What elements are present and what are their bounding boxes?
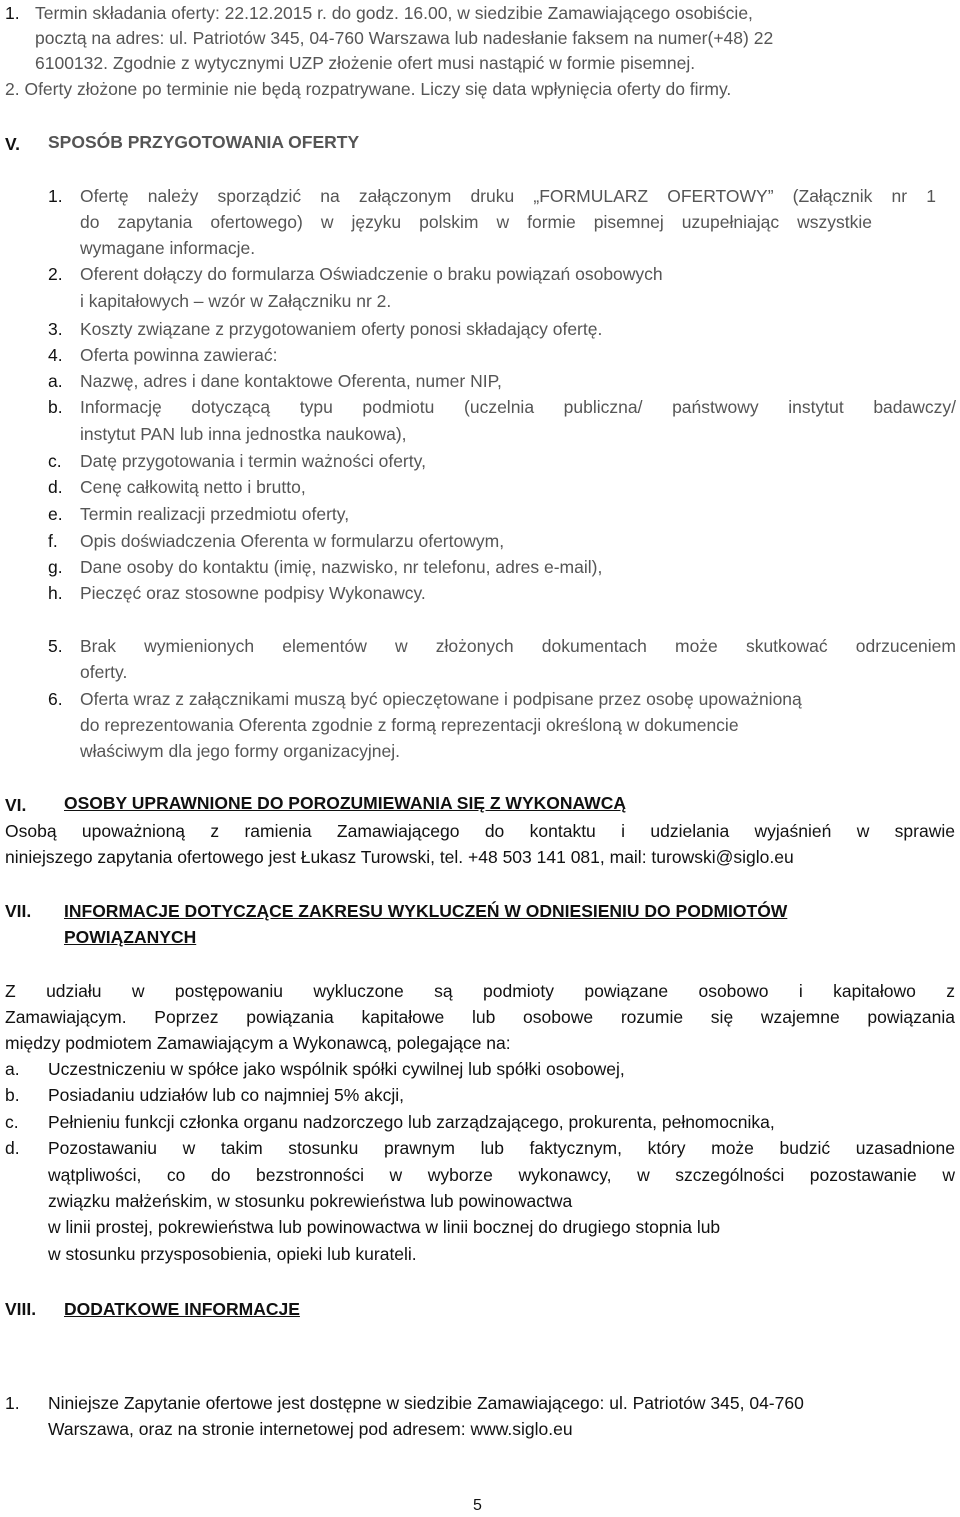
- list-number: 1.: [5, 1393, 20, 1413]
- list-item-line: Warszawa, oraz na stronie internetowej pod adresem: www.siglo.eu: [48, 1419, 573, 1439]
- list-item-line: i kapitałowych – wzór w Załączniku nr 2.: [80, 291, 392, 311]
- list-letter: c.: [48, 451, 62, 471]
- list-number: 3.: [48, 319, 63, 339]
- list-item-line: Pozostawaniu w takim stosunku prawnym lub faktycznym, który może budzić uzasadnione: [48, 1138, 955, 1158]
- list-item-line: Termin realizacji przedmiotu oferty,: [80, 504, 350, 524]
- paragraph-line: Osobą upoważnioną z ramienia Zamawiającego do kontaktu i udzielania wyjaśnień w sprawie: [5, 821, 955, 841]
- list-letter: b.: [5, 1085, 20, 1105]
- paragraph-line: niniejszego zapytania ofertowego jest Łukasz Turowski, tel. +48 503 141 081, mail: turowski@siglo.eu: [5, 847, 794, 867]
- list-item-line: Cenę całkowitą netto i brutto,: [80, 477, 306, 497]
- list-letter: d.: [48, 477, 63, 497]
- list-letter: g.: [48, 557, 63, 577]
- section-title: OSOBY UPRAWNIONE DO POROZUMIEWANIA SIĘ Z WYKONAWCĄ: [64, 793, 626, 813]
- list-number: 1.: [5, 3, 20, 23]
- paragraph-line: 6100132. Zgodnie z wytycznymi UZP złożenie ofert musi nastąpić w formie pisemnej.: [35, 53, 696, 73]
- paragraph-line: pocztą na adres: ul. Patriotów 345, 04-760 Warszawa lub nadesłanie faksem na numer(+48) 22: [35, 28, 774, 48]
- section-title: DODATKOWE INFORMACJE: [64, 1299, 300, 1319]
- list-item-line: Uczestniczeniu w spółce jako wspólnik spółki cywilnej lub spółki osobowej,: [48, 1059, 625, 1079]
- paragraph-line: Z udziału w postępowaniu wykluczone są podmioty powiązane osobowo i kapitałowo z: [5, 981, 955, 1001]
- list-item-line: związku małżeńskim, w stosunku pokrewieństwa lub powinowactwa: [48, 1191, 573, 1211]
- section-number: V.: [5, 134, 20, 154]
- list-letter: a.: [48, 371, 63, 391]
- list-item-line: Pieczęć oraz stosowne podpisy Wykonawcy.: [80, 583, 426, 603]
- list-item-line: Oferent dołączy do formularza Oświadczenie o braku powiązań osobowych: [80, 264, 663, 284]
- list-number: 6.: [48, 689, 63, 709]
- list-item-line: Oferta powinna zawierać:: [80, 345, 278, 365]
- list-item-line: oferty.: [80, 662, 128, 682]
- section-number: VI.: [5, 795, 27, 815]
- list-item-line: Datę przygotowania i termin ważności oferty,: [80, 451, 426, 471]
- paragraph-line: między podmiotem Zamawiającym a Wykonawcą, polegające na:: [5, 1033, 511, 1053]
- paragraph-line: 2. Oferty złożone po terminie nie będą rozpatrywane. Liczy się data wpłynięcia oferty do firmy.: [5, 79, 732, 99]
- list-item-line: do reprezentowania Oferenta zgodnie z formą reprezentacji określoną w dokumencie: [80, 715, 739, 735]
- list-item-line: Oferta wraz z załącznikami muszą być opieczętowane i podpisane przez osobę upoważnioną: [80, 689, 802, 709]
- list-letter: d.: [5, 1138, 20, 1158]
- list-item-line: w linii prostej, pokrewieństwa lub powinowactwa w linii bocznej do drugiego stopnia lub: [48, 1217, 721, 1237]
- paragraph-line: Termin składania oferty: 22.12.2015 r. do godz. 16.00, w siedzibie Zamawiającego osobiście,: [35, 3, 753, 23]
- section-title: INFORMACJE DOTYCZĄCE ZAKRESU WYKLUCZEŃ W ODNIESIENIU DO PODMIOTÓW: [64, 901, 788, 921]
- list-letter: a.: [5, 1059, 20, 1079]
- list-item-line: wątpliwości, co do bezstronności w wyborze wykonawcy, w szczególności pozostawanie w: [48, 1165, 955, 1185]
- list-item-line: Ofertę należy sporządzić na załączonym druku „FORMULARZ OFERTOWY” (Załącznik nr 1: [80, 186, 936, 206]
- list-letter: e.: [48, 504, 63, 524]
- list-letter: f.: [48, 531, 58, 551]
- list-item-line: Informację dotyczącą typu podmiotu (uczelnia publiczna/ państwowy instytut badawczy/: [80, 397, 956, 417]
- page-number: 5: [473, 1497, 482, 1514]
- section-title: POWIĄZANYCH: [64, 927, 197, 947]
- list-item-line: do zapytania ofertowego) w języku polskim w formie pisemnej uzupełniając wszystkie: [80, 212, 872, 232]
- list-item-line: Koszty związane z przygotowaniem oferty ponosi składający ofertę.: [80, 319, 603, 339]
- list-letter: h.: [48, 583, 63, 603]
- list-item-line: wymagane informacje.: [80, 238, 256, 258]
- list-number: 4.: [48, 345, 63, 365]
- section-number: VII.: [5, 901, 32, 921]
- list-number: 1.: [48, 186, 63, 206]
- list-item-line: instytut PAN lub inna jednostka naukowa),: [80, 424, 407, 444]
- list-item-line: Niniejsze Zapytanie ofertowe jest dostępne w siedzibie Zamawiającego: ul. Patriotów 345, 04-760: [48, 1393, 804, 1413]
- list-item-line: Dane osoby do kontaktu (imię, nazwisko, nr telefonu, adres e-mail),: [80, 557, 603, 577]
- list-item-line: Posiadaniu udziałów lub co najmniej 5% akcji,: [48, 1085, 405, 1105]
- list-number: 2.: [48, 264, 63, 284]
- paragraph-line: Zamawiającym. Poprzez powiązania kapitałowe lub osobowe rozumie się wzajemne powiązania: [5, 1007, 955, 1027]
- list-letter: b.: [48, 397, 63, 417]
- section-title: SPOSÓB PRZYGOTOWANIA OFERTY: [48, 132, 360, 152]
- list-item-line: Pełnieniu funkcji członka organu nadzorczego lub zarządzającego, prokurenta, pełnomocnika,: [48, 1112, 775, 1132]
- list-letter: c.: [5, 1112, 19, 1132]
- list-number: 5.: [48, 636, 63, 656]
- list-item-line: właściwym dla jego formy organizacyjnej.: [80, 741, 400, 761]
- list-item-line: Opis doświadczenia Oferenta w formularzu ofertowym,: [80, 531, 505, 551]
- section-number: VIII.: [5, 1299, 37, 1319]
- list-item-line: w stosunku przysposobienia, opieki lub kurateli.: [48, 1244, 417, 1264]
- list-item-line: Brak wymienionych elementów w złożonych dokumentach może skutkować odrzuceniem: [80, 636, 956, 656]
- list-item-line: Nazwę, adres i dane kontaktowe Oferenta, numer NIP,: [80, 371, 502, 391]
